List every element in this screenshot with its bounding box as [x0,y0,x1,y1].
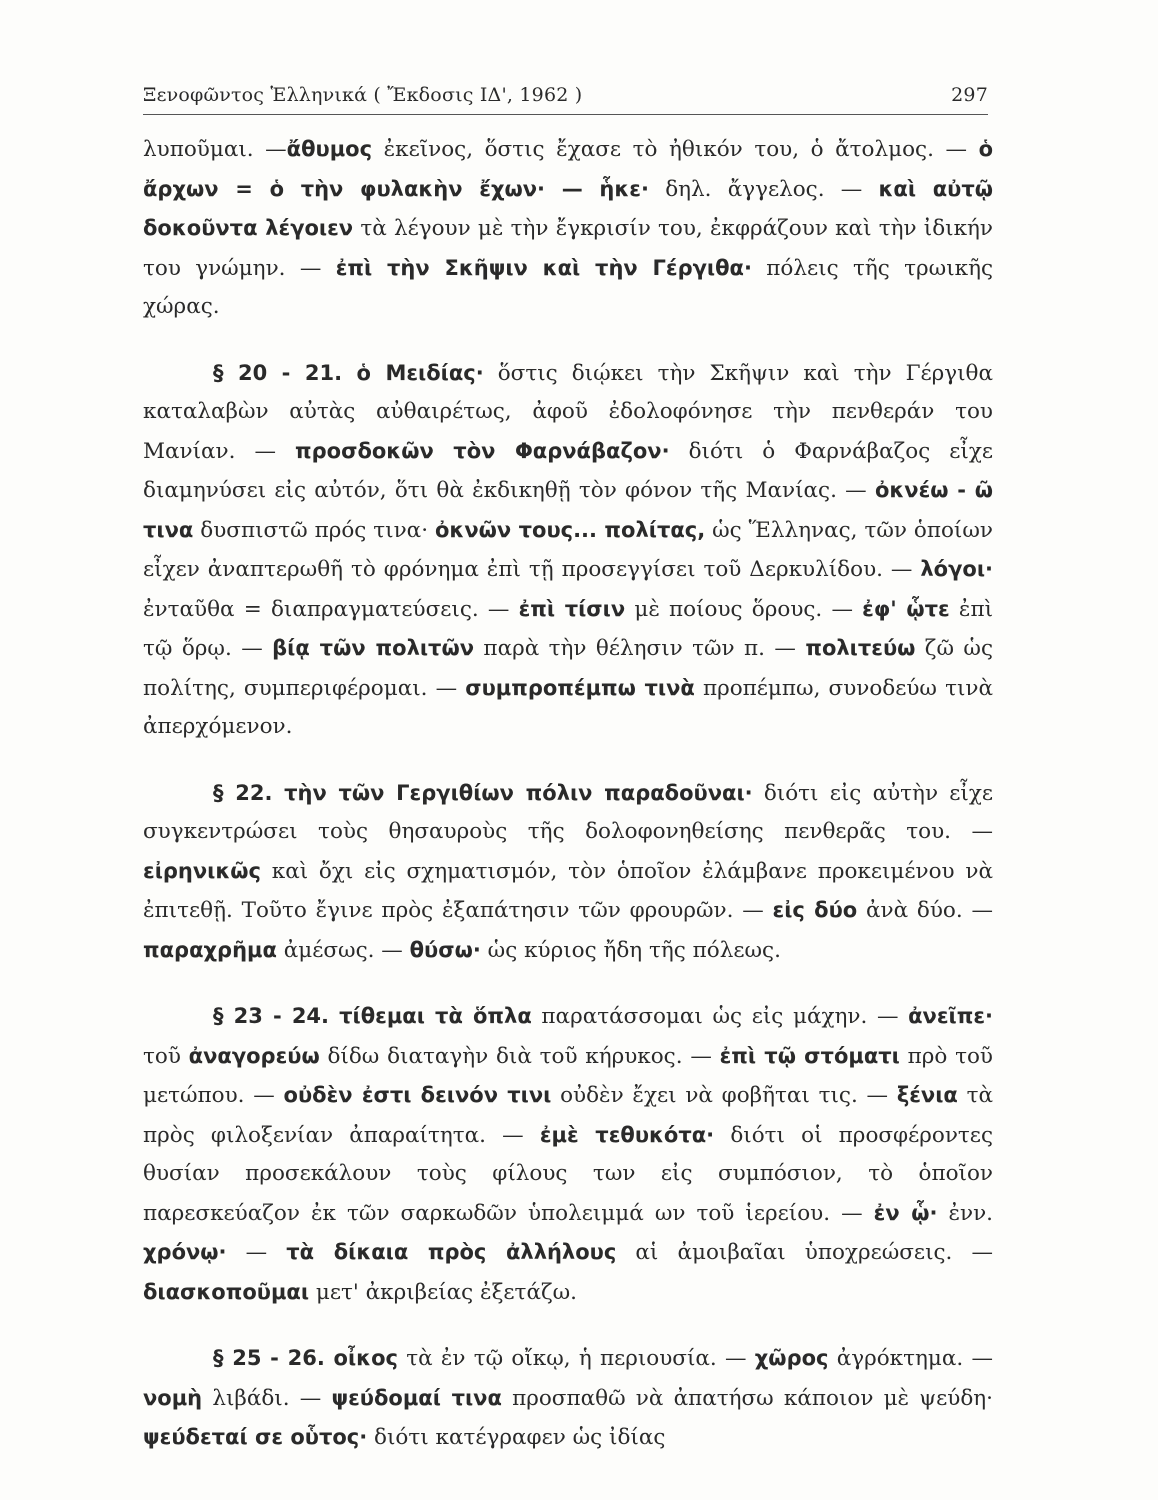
lemma: διασκοποῦμαι [143,1279,310,1304]
text: ἐπὶ τῷ ὅρῳ. — [143,596,994,661]
text: τὰ πρὸς φιλοξενίαν ἀπαραίτητα. — [143,1083,994,1148]
page-number: 297 [951,84,988,106]
text: δυσπιστῶ πρός τινα· [193,517,435,543]
commentary-body [143,130,993,1458]
text: αἱ ἀμοιβαῖαι ὑποχρεώσεις. — [616,1240,993,1265]
section-lemma: § 23 - 24. τίθεμαι τὰ ὅπλα [213,1004,532,1028]
paragraph-section-25-26 [143,1339,993,1458]
text: μετ' ἀκριβείας ἐξετάζω. [309,1279,577,1305]
lemma: ἐπὶ τὴν Σκῆψιν καὶ τὴν Γέργιθα· [335,255,752,280]
text: ἐνν. [937,1200,994,1226]
section-lemma: § 25 - 26. οἶκος [213,1346,398,1370]
lemma: τὰ δίκαια πρὸς ἀλλήλους [286,1240,617,1264]
text: καὶ ὄχι εἰς σχηματισμόν, τὸν ὁποῖον ἐλάμβανε προκειμένου νὰ ἐπιτεθῇ. Τοῦτο ἔγινε πρὸς ἐξαπάτησιν τῶν φρουρῶν. — [143,858,993,923]
lemma: εἰρηνικῶς [143,858,261,883]
lemma: θύσω· [409,937,481,962]
lemma: ξένια [896,1083,958,1107]
text: ὡς κύριος ἤδη τῆς πόλεως. [480,937,781,963]
header-title: Ξενοφῶντος Ἑλληνικά ( Ἔκδοσις ΙΔ', 1962 ) [143,84,583,106]
paragraph-1 [143,130,993,327]
lemma: εἰς δύο [772,898,858,922]
text: διότι κατέγραφεν ὡς ἰδίας [367,1425,666,1450]
lemma: πολιτεύω [805,636,916,660]
lemma: οὐδὲν ἐστι δεινόν τινι [283,1083,552,1107]
text: προσπαθῶ νὰ ἀπατήσω κάποιον μὲ ψεύδη· [501,1385,994,1411]
text: πρὸ τοῦ μετώπου. — [143,1043,993,1108]
lemma: ἐπὶ τῷ στόματι [719,1043,900,1068]
section-lemma: § 22. τὴν τῶν Γεργιθίων πόλιν παραδοῦναι· [213,780,753,805]
lemma: καὶ αὐτῷ δοκοῦντα λέγοιεν [143,176,993,240]
text: δηλ. ἄγγελος. — [648,176,879,202]
lemma: ἐμὲ τεθυκότα· [539,1122,715,1147]
lemma: λόγοι· [920,557,993,581]
text: διότι οἱ προσφέροντες θυσίαν προσεκάλουν τοὺς φίλους των εἰς συμπόσιον, τὸ ὁποῖον παρεσκεύαζον ἐκ τῶν σαρκωδῶν ὑπολειμμά ων τοῦ ἱερείου. — [143,1122,993,1226]
lemma: χῶρος [754,1346,829,1370]
text: — [226,1240,287,1265]
text: παρατάσσομαι ὡς εἰς μάχην. — [531,1004,909,1029]
lemma: χρόνῳ· [143,1240,227,1264]
paragraph-section-23-24 [143,997,993,1312]
text: ὅστις διῴκει τὴν Σκῆψιν καὶ τὴν Γέργιθα καταλαβὼν αὐτὰς αὐθαιρέτως, ἀφοῦ ἐδολοφόνησε τὴν πενθεράν του Μανίαν. — [143,360,994,464]
lemma: συμπροπέμπω τινὰ [465,675,695,700]
lemma: νομὴ [143,1385,203,1410]
text: τοῦ [143,1043,189,1069]
text: πόλεις τῆς τρωικῆς χώρας. [143,255,993,319]
text: διότι ὁ Φαρνάβαζος εἶχε διαμηνύσει εἰς αὐτόν, ὅτι θὰ ἐκδικηθῇ τὸν φόνον τῆς Μανίας. — [143,438,994,503]
text: μὲ ποίους ὅρους. — [625,596,863,622]
paragraph-section-20-21 [143,354,993,747]
lemma: ψεύδομαί τινα [331,1385,502,1410]
section-lemma: § 20 - 21. ὁ Μειδίας· [213,360,484,385]
lemma: ὀκνέω - ῶ τινα [143,478,993,542]
lemma: ὁ ἄρχων = ὁ τὴν φυλακὴν ἔχων· — ἧκε· [143,137,993,201]
text: τὰ ἐν τῷ οἴκῳ, ἡ περιουσία. — [397,1346,755,1371]
lemma: ἐν ᾧ· [873,1200,938,1225]
text: ἀνὰ δύο. — [857,898,994,923]
text: ἐκεῖνος, ὅστις ἔχασε τὸ ἠθικόν του, ὁ ἄτολμος. — [372,137,979,162]
lemma: ἐπὶ τίσιν [518,596,626,621]
lemma: ἐφ' ᾧτε [862,596,950,621]
text: λυποῦμαι. — [143,137,287,162]
lemma: ὀκνῶν τους... πολίτας, [434,517,706,542]
text: τὰ λέγουν μὲ τὴν ἔγκρισίν του, ἐκφράζουν καὶ τὴν ἰδικήν του γνώμην. — [143,216,993,281]
text: ἐνταῦθα = διαπραγματεύσεις. — [143,596,519,622]
text: δίδω διαταγὴν διὰ τοῦ κήρυκος. — [319,1043,720,1069]
text: λιβάδι. — [202,1385,332,1411]
text: ὡς Ἕλληνας, τῶν ὁποίων εἶχεν ἀναπτερωθῆ τὸ φρόνημα ἐπὶ τῇ προσεγγίσει τοῦ Δερκυλίδου. — [143,517,993,582]
lemma: ἄθυμος [286,137,373,161]
running-header [143,82,988,115]
lemma: ἀναγορεύω [188,1043,320,1068]
text: προπέμπω, συνοδεύω τινὰ ἀπερχόμενον. [143,675,993,739]
text: οὐδὲν ἔχει νὰ φοβῆται τις. — [551,1083,897,1108]
lemma: προσδοκῶν τὸν Φαρνάβαζον· [295,438,670,463]
text: διότι εἰς αὐτὴν εἶχε συγκεντρώσει τοὺς θησαυροὺς τῆς δολοφονηθείσης πενθερᾶς του. — [143,780,993,844]
text: παρὰ τὴν θέλησιν τῶν π. — [474,636,806,661]
lemma: βίᾳ τῶν πολιτῶν [272,636,475,660]
text: ἀγρόκτημα. — [828,1346,993,1371]
text: ζῶ ὡς πολίτης, συμπεριφέρομαι. — [143,636,993,701]
lemma: ψεύδεταί σε οὗτος· [143,1425,368,1449]
lemma: ἀνεῖπε· [908,1004,993,1028]
text: ἀμέσως. — [276,937,410,963]
paragraph-section-22 [143,774,993,971]
lemma: παραχρῆμα [143,937,277,962]
